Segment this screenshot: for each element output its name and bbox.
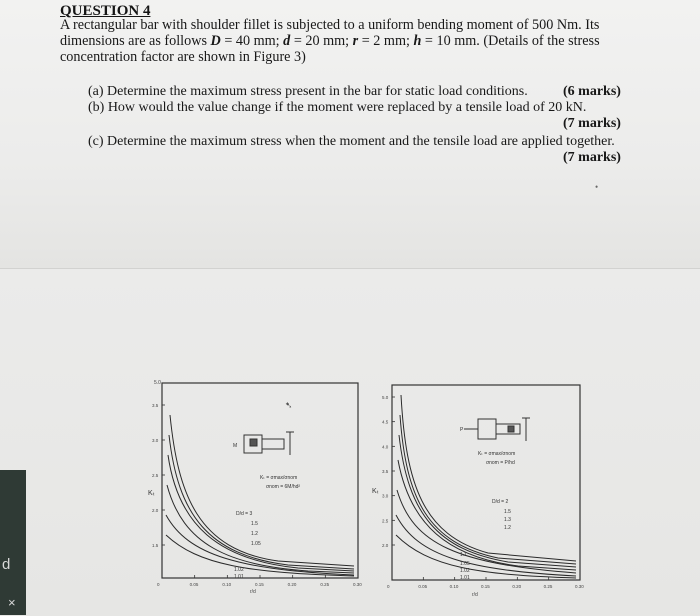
specks: • <box>595 182 599 192</box>
left-low-2: 1.01 <box>234 574 244 580</box>
part-c-text: (c) Determine the maximum stress when the moment and the tensile load are applied together. <box>88 134 615 149</box>
left-ratio-2: 1.2 <box>251 531 258 537</box>
part-a-text: (a) Determine the maximum stress present in the bar for static load conditions. <box>88 84 528 99</box>
left-ratio-1: 1.5 <box>251 521 258 527</box>
right-x-label: r/d <box>472 592 478 598</box>
right-formula: Kₜ = σmax/σnom <box>478 451 516 457</box>
left-y-tick-4: 1.5 <box>152 543 159 548</box>
left-specimen-sketch <box>244 432 294 455</box>
left-figure <box>138 375 360 595</box>
left-y-tick-0: 3.5 <box>152 403 159 408</box>
cursor-icon: ➷ <box>285 400 293 410</box>
left-ratio-3: 1.05 <box>251 541 261 547</box>
part-c-marks: (7 marks) <box>563 150 621 165</box>
right-y-tick-0: 5.0 <box>382 395 389 400</box>
left-x-label: r/d <box>250 589 256 595</box>
right-curves <box>396 395 576 578</box>
edge-letter: d <box>2 556 11 573</box>
right-ratio-3: 1.2 <box>504 525 511 531</box>
right-formula-nominal: σnom = P/hd <box>486 460 515 466</box>
left-edge-strip <box>0 470 26 615</box>
right-x-ticks <box>387 577 584 589</box>
right-specimen-sketch <box>464 418 530 441</box>
question-intro: A rectangular bar with shoulder fillet is subjected to a uniform bending moment of 500 Nm. Its dimensions are as follows D = 40 mm; d = 20 mm; r = 2 mm; h = 10 mm. (Details of the stress concentration factor are shown in Figure 3) <box>60 17 600 65</box>
left-y-ticks <box>152 403 165 548</box>
part-b-text: (b) How would the value change if the moment were replaced by a tensile load of 20 kN. <box>88 100 587 115</box>
right-x-tick-4: 0.20 <box>512 584 522 589</box>
right-x-tick-3: 0.15 <box>481 584 490 589</box>
left-load-label: M <box>233 443 238 449</box>
left-y-tick-2: 2.5 <box>152 473 159 478</box>
right-x-tick-1: 0.05 <box>418 584 428 589</box>
part-a-marks: (6 marks) <box>563 84 621 99</box>
left-x-tick-3: 0.15 <box>255 582 264 587</box>
right-ratio-2: 1.3 <box>504 517 511 523</box>
right-plot-frame <box>392 385 580 580</box>
left-curves <box>166 415 354 576</box>
left-corner-top: 5.0 <box>154 380 161 386</box>
right-x-tick-5: 0.25 <box>543 584 553 589</box>
left-x-tick-4: 0.20 <box>287 582 297 587</box>
right-x-tick-6: 0.30 <box>575 584 584 589</box>
right-y-ticks <box>382 395 395 548</box>
left-formula: Kₜ = σmax/σnom <box>260 475 298 481</box>
left-x-tick-1: 0.05 <box>189 582 199 587</box>
right-y-tick-3: 3.5 <box>382 469 389 474</box>
left-x-ticks <box>157 575 362 587</box>
left-low-1: 1.02 <box>234 567 244 573</box>
right-y-tick-6: 2.0 <box>382 543 389 548</box>
left-formula-nominal: σnom = 6M/hd² <box>266 484 301 490</box>
question-title: QUESTION 4 <box>60 3 151 19</box>
left-x-tick-2: 0.10 <box>222 582 232 587</box>
right-low-4: 1.01 <box>460 575 470 581</box>
right-x-tick-2: 0.10 <box>449 584 459 589</box>
left-x-tick-6: 0.30 <box>353 582 362 587</box>
left-y-tick-3: 2.0 <box>152 508 159 513</box>
right-y-label: Kₜ <box>372 488 379 495</box>
right-x-tick-0: 0 <box>387 584 390 589</box>
left-ratio-label: D/d = 3 <box>236 511 253 517</box>
left-x-tick-5: 0.25 <box>320 582 330 587</box>
left-x-tick-0: 0 <box>157 582 160 587</box>
right-y-tick-4: 3.0 <box>382 493 389 499</box>
right-y-tick-5: 2.5 <box>382 518 389 524</box>
left-y-tick-1: 3.0 <box>152 438 159 443</box>
part-b-marks: (7 marks) <box>563 116 621 131</box>
right-ratio-1: 1.5 <box>504 509 511 515</box>
left-y-label: Kₜ <box>148 490 155 497</box>
close-icon[interactable]: × <box>8 595 16 610</box>
right-low-2: 1.05 <box>460 561 470 567</box>
right-ratio-label: D/d = 2 <box>492 499 509 505</box>
right-y-tick-2: 4.0 <box>382 444 389 450</box>
right-y-tick-1: 4.5 <box>382 419 389 425</box>
right-figure <box>368 375 583 600</box>
right-load-label: P <box>460 427 464 433</box>
right-low-1: 1.1 <box>460 552 467 558</box>
right-low-3: 1.02 <box>460 568 470 574</box>
